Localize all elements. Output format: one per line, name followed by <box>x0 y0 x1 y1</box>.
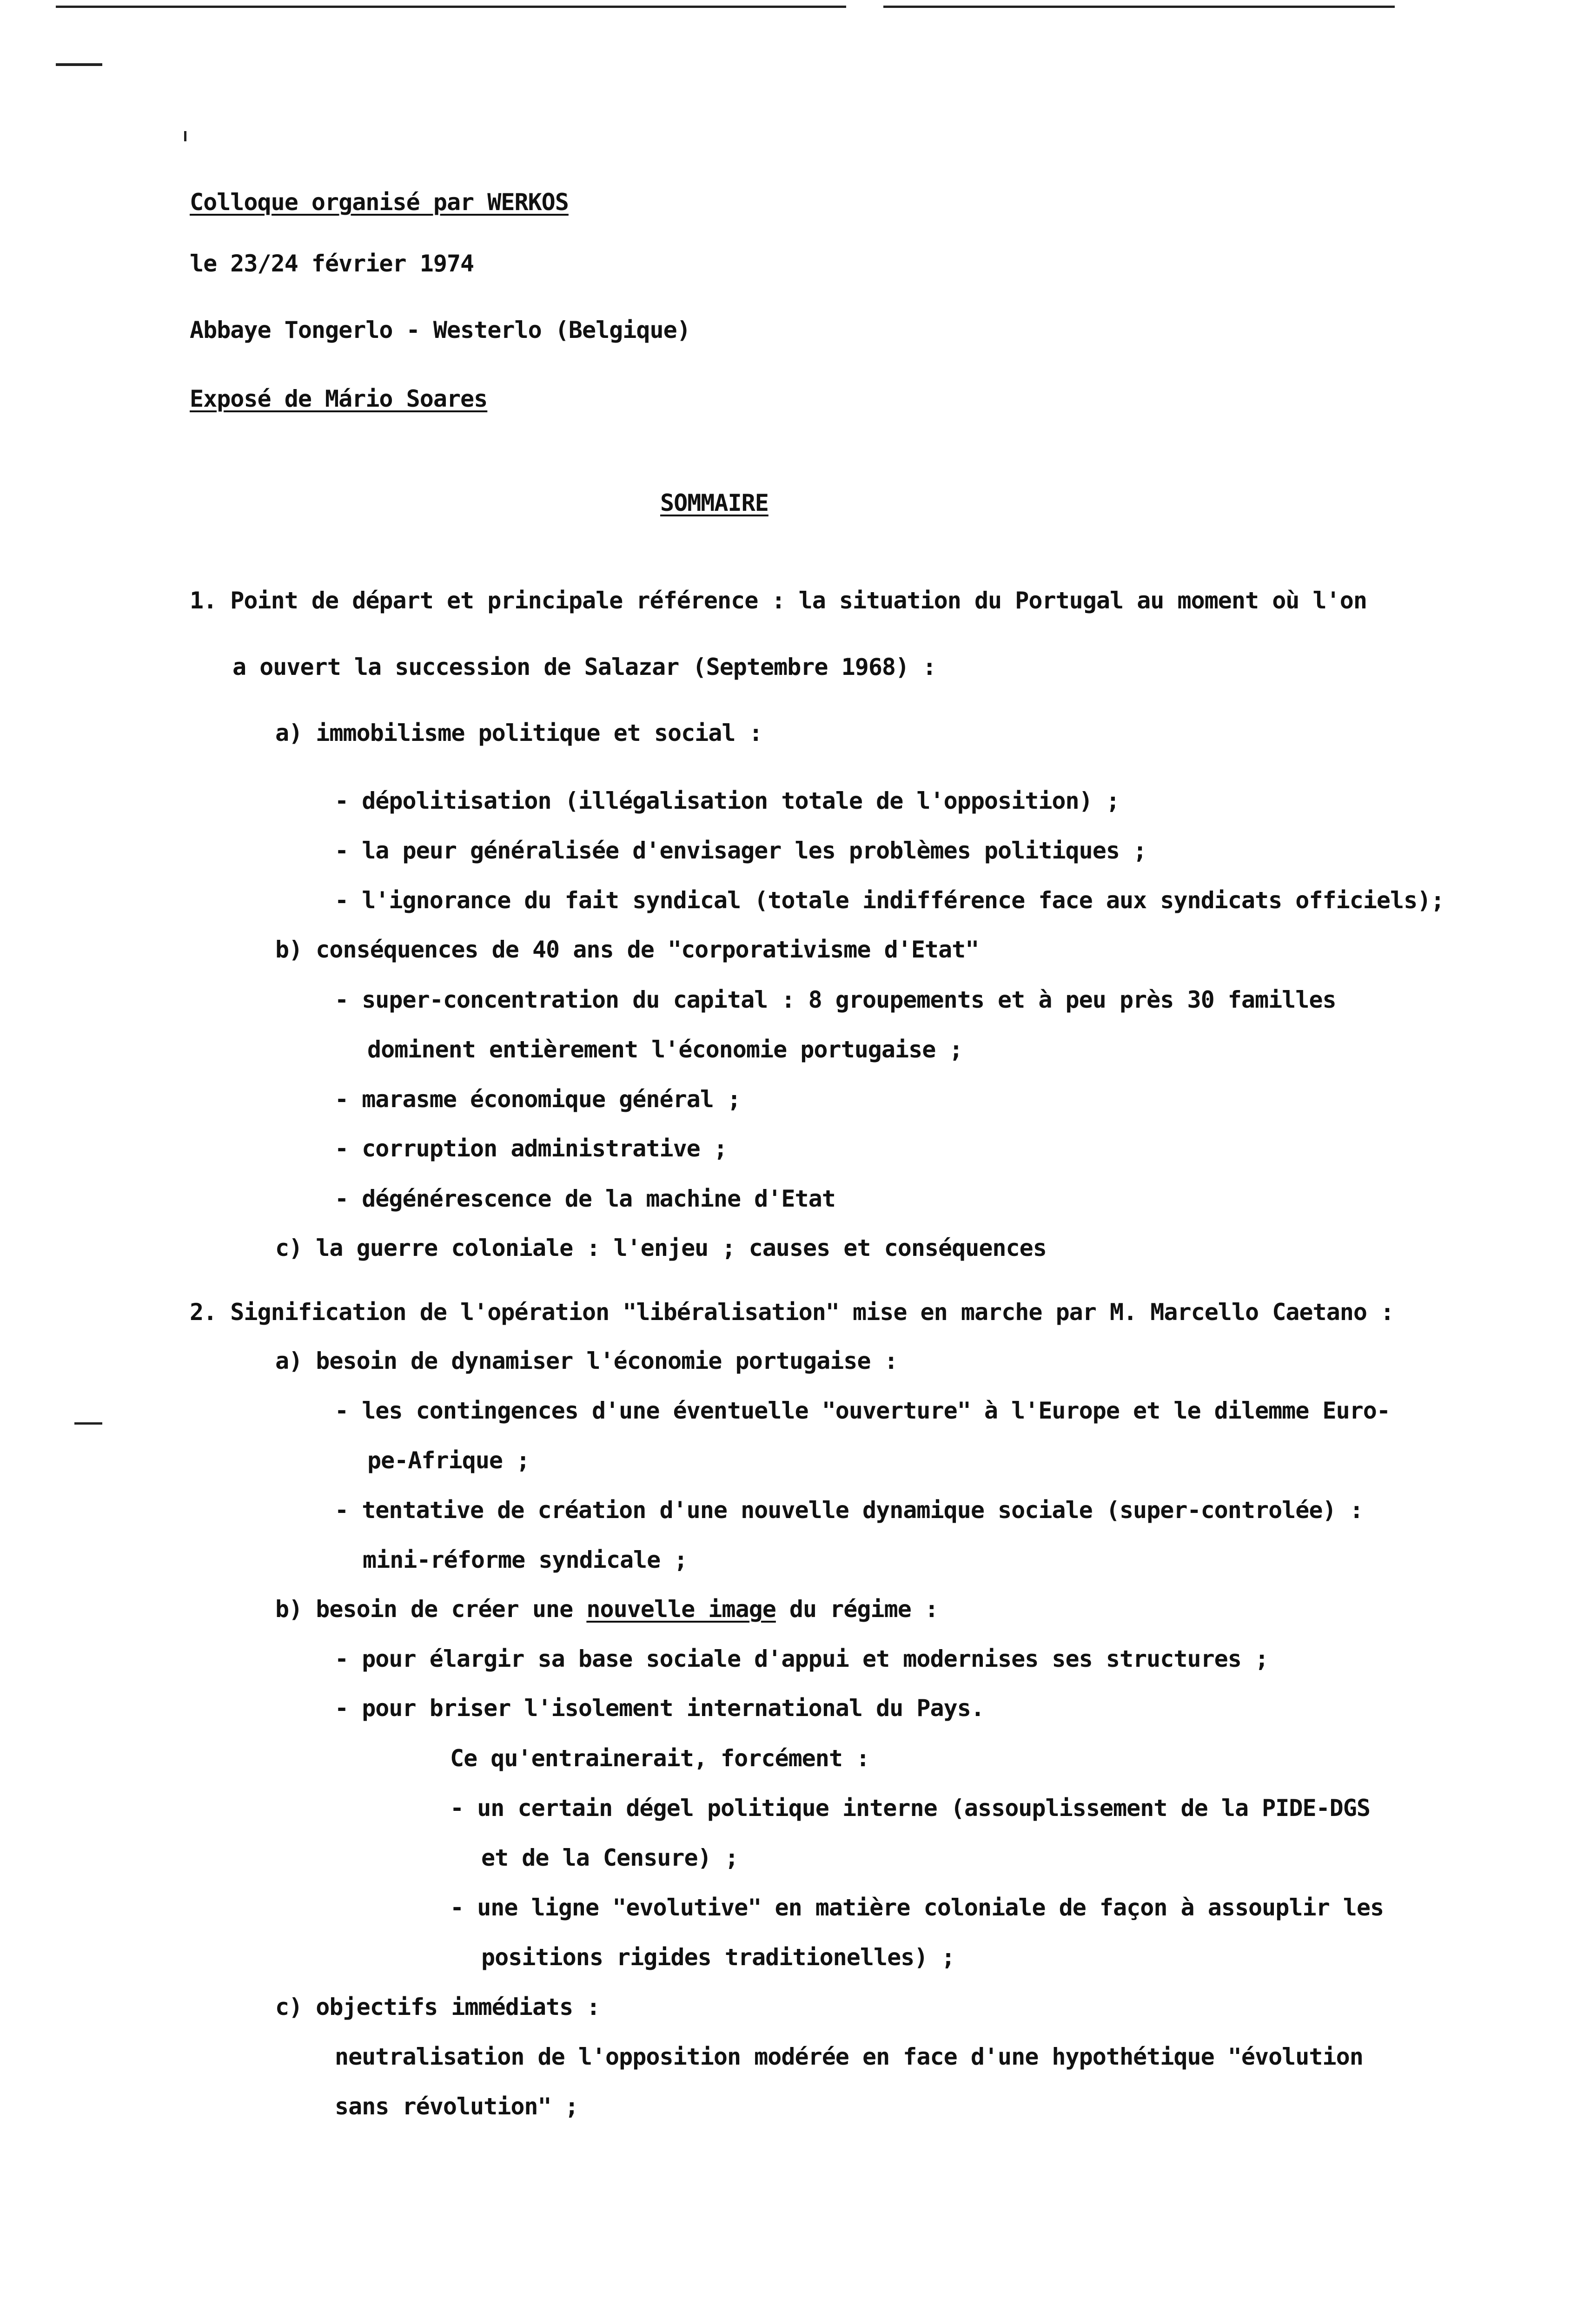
subsection-1c-heading: c) la guerre coloniale : l'enjeu ; causes et conséquences <box>275 1235 1047 1261</box>
list-item: - pour briser l'isolement international du Pays. <box>335 1695 984 1722</box>
list-item-cont: pe-Afrique ; <box>367 1447 530 1474</box>
subsection-2c-heading: c) objectifs immédiats : <box>275 1994 600 2020</box>
subsection-2b-heading-end: du régime : <box>775 1596 939 1623</box>
list-item: - les contingences d'une éventuelle "ouverture" à l'Europe et le dilemme Euro- <box>335 1397 1390 1424</box>
list-item-cont: mini-réforme syndicale ; <box>363 1546 688 1573</box>
header-colloque: Colloque organisé par WERKOS <box>190 189 569 216</box>
subsection-2b-heading-emphasis: nouvelle image <box>586 1596 776 1623</box>
list-item-cont: positions rigides traditionelles) ; <box>481 1944 955 1971</box>
list-item: neutralisation de l'opposition modérée en face d'une hypothétique "évolution <box>335 2043 1363 2070</box>
subsection-2b-heading <box>275 1595 938 1623</box>
list-item: - un certain dégel politique interne (assouplissement de la PIDE-DGS <box>450 1795 1370 1822</box>
list-item: - marasme économique général ; <box>335 1086 741 1113</box>
list-item-note: Ce qu'entrainerait, forcément : <box>450 1745 870 1772</box>
list-item-cont: et de la Censure) ; <box>481 1844 738 1871</box>
list-item-cont: dominent entièrement l'économie portugaise ; <box>367 1036 963 1063</box>
list-item: - une ligne "evolutive" en matière coloniale de façon à assouplir les <box>450 1894 1384 1921</box>
section-2-heading: 2. Signification de l'opération "libéralisation" mise en marche par M. Marcello Caetano : <box>190 1299 1394 1326</box>
header-date: le 23/24 février 1974 <box>190 250 474 277</box>
header-location: Abbaye Tongerlo - Westerlo (Belgique) <box>190 317 690 343</box>
page-title: SOMMAIRE <box>660 489 769 516</box>
list-item: - super-concentration du capital : 8 groupements et à peu près 30 familles <box>335 986 1336 1013</box>
list-item: - la peur généralisée d'envisager les problèmes politiques ; <box>335 837 1147 864</box>
scan-mark <box>184 131 186 141</box>
list-item: - dépolitisation (illégalisation totale de l'opposition) ; <box>335 787 1120 814</box>
section-1-heading: 1. Point de départ et principale référence : la situation du Portugal au moment où l'on <box>190 587 1367 614</box>
scan-edge-line <box>56 6 846 8</box>
scan-mark <box>74 1422 102 1425</box>
section-1-heading-cont: a ouvert la succession de Salazar (Septembre 1968) : <box>232 654 936 680</box>
list-item-cont: sans révolution" ; <box>335 2093 578 2120</box>
list-item: - l'ignorance du fait syndical (totale indifférence face aux syndicats officiels); <box>335 887 1444 914</box>
list-item: - tentative de création d'une nouvelle dynamique sociale (super-controlée) : <box>335 1497 1363 1524</box>
subsection-1a-heading: a) immobilisme politique et social : <box>275 720 762 746</box>
list-item: - corruption administrative ; <box>335 1135 727 1162</box>
list-item: - pour élargir sa base sociale d'appui et modernises ses structures ; <box>335 1645 1269 1672</box>
list-item: - dégénérescence de la machine d'Etat <box>335 1185 835 1212</box>
subsection-2a-heading: a) besoin de dynamiser l'économie portugaise : <box>275 1347 898 1374</box>
scan-mark <box>56 63 102 66</box>
header-author: Exposé de Mário Soares <box>190 385 488 412</box>
subsection-2b-heading-start: b) besoin de créer une <box>275 1596 587 1623</box>
scan-edge-line <box>883 6 1395 8</box>
subsection-1b-heading: b) conséquences de 40 ans de "corporativisme d'Etat" <box>275 936 979 963</box>
